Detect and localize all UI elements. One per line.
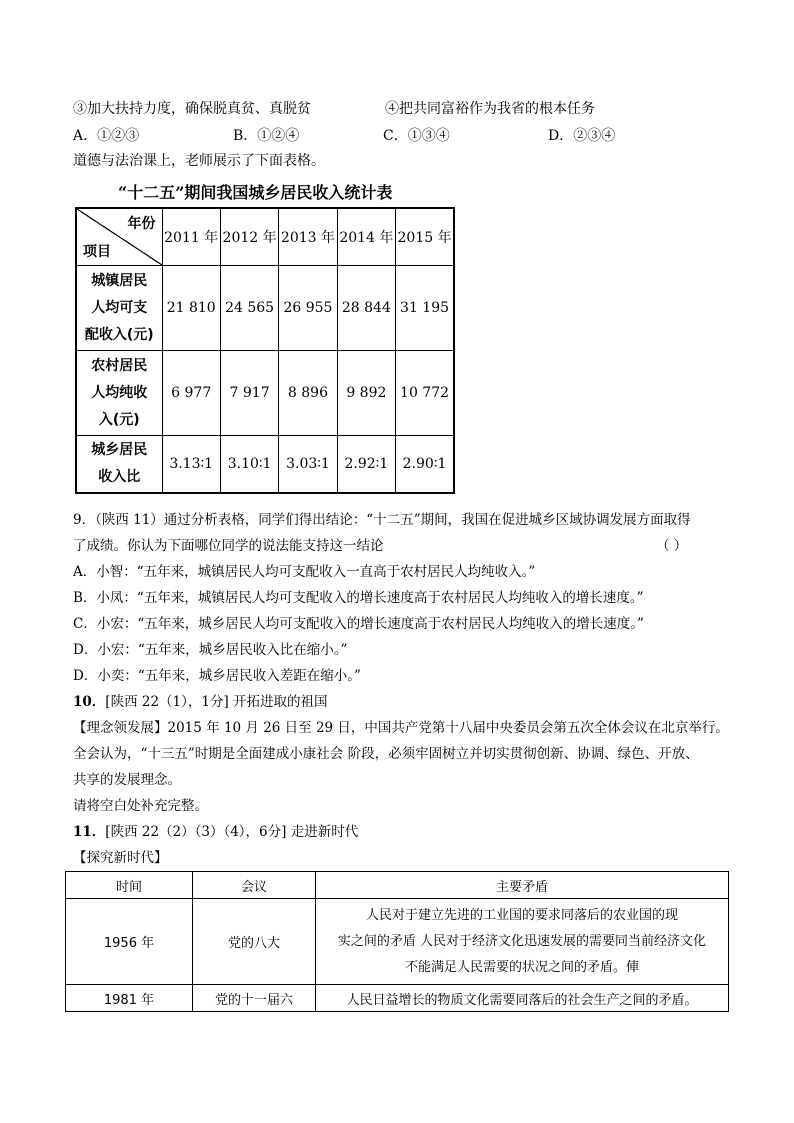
table-cell: 21 810	[162, 266, 220, 351]
income-table	[75, 207, 455, 494]
conflict-table-header-row	[66, 872, 729, 899]
question-9-option-d1: D．小宏：“五年来，城乡居民收入比在缩小。”	[73, 642, 348, 658]
question-10-para3: 共享的发展理念。	[73, 772, 181, 788]
question-9-stem-line1: 9．（陕西 11）通过分析表格，同学们得出结论：“十二五”期间，我国在促进城乡区域协调发展方面取得	[73, 512, 691, 528]
table-cell: 党的十一届六	[193, 985, 316, 1012]
table-row	[66, 985, 729, 1012]
table-row	[76, 436, 454, 493]
header-main-conflict: 主要矛盾	[316, 872, 729, 899]
table-cell: 人民日益增长的物质文化需要同落后的社会生产之间的矛盾。	[316, 985, 729, 1012]
table-cell: 人民对于建立先进的工业国的要求同落后的农业国的现 实之间的矛盾 人民对于经济文化迅速发展的需要同当前经济文化 不能满足人民需要的状况之间的矛盾。俥	[316, 899, 729, 985]
question-9-stem-line2: 了成绩。你认为下面哪位同学的说法能支持这一结论 （ ）	[73, 538, 688, 554]
question-10-para1: 【理念领发展】2015 年 10 月 26 日至 29 日，中国共产党第十八届中央委员会第五次全体会议在北京举行。	[73, 720, 729, 736]
table-intro: 道德与法治课上，老师展示了下面表格。	[73, 153, 325, 169]
table-cell: 28 844	[337, 266, 395, 351]
question-11-heading: 11．[陕西 22（2）（3）（4），6分] 走进新时代	[73, 824, 359, 840]
answer-option-d: D．②③④	[548, 128, 616, 144]
question-9-option-d2: D．小奕：“五年来，城乡居民收入差距在缩小。”	[73, 668, 361, 684]
table-cell: 1981 年	[66, 985, 193, 1012]
row-label-urban-income: 城镇居民 人均可支 配收入(元)	[76, 266, 162, 351]
income-table-title: “十二五”期间我国城乡居民收入统计表	[118, 183, 393, 202]
table-cell: 26 955	[279, 266, 337, 351]
income-table-header-row	[76, 208, 454, 266]
answer-option-b: B．①②④	[233, 128, 300, 144]
year-header: 2014 年	[337, 208, 395, 266]
question-10-para2: 全会认为，“十三五”时期是全面建成小康社会 阶段，必须牢固树立并切实贯彻创新、协调、绿色、开放、	[73, 746, 699, 762]
year-header: 2015 年	[396, 208, 454, 266]
table-row	[76, 351, 454, 436]
option-item-3: ③加大扶持力度，确保脱真贫、真脱贫	[73, 101, 311, 117]
question-9-option-c: C．小宏：“五年来，城乡居民人均可支配收入的增长速度高于农村居民人均纯收入的增长速度。”	[73, 616, 644, 632]
year-header: 2011 年	[162, 208, 220, 266]
question-9-option-a: A．小智：“五年来，城镇居民人均可支配收入一直高于农村居民人均纯收入。”	[73, 564, 536, 580]
year-header: 2013 年	[279, 208, 337, 266]
row-label-rural-income: 农村居民 人均纯收 入(元)	[76, 351, 162, 436]
table-corner-cell	[76, 208, 162, 266]
table-cell: 9 892	[337, 351, 395, 436]
corner-year-label: 年份	[127, 216, 156, 232]
question-11-label: 【探究新时代】	[73, 850, 168, 866]
table-cell: 2.90∶1	[396, 436, 454, 493]
table-cell: 3.03∶1	[279, 436, 337, 493]
table-cell: 7 917	[220, 351, 278, 436]
table-cell: 3.13∶1	[162, 436, 220, 493]
answer-options-row	[73, 126, 633, 146]
year-header: 2012 年	[220, 208, 278, 266]
table-cell: 31 195	[396, 266, 454, 351]
header-time: 时间	[66, 872, 193, 899]
answer-option-a: A．①②③	[73, 128, 140, 144]
question-10-heading: 10．[陕西 22（1），1分] 开拓进取的祖国	[73, 694, 328, 710]
table-cell: 党的八大	[193, 899, 316, 985]
table-cell: 8 896	[279, 351, 337, 436]
header-meeting: 会议	[193, 872, 316, 899]
table-cell: 1956 年	[66, 899, 193, 985]
table-row	[66, 899, 729, 985]
table-row	[76, 266, 454, 351]
conflict-table	[65, 871, 729, 1012]
option-item-4: ④把共同富裕作为我省的根本任务	[385, 101, 595, 117]
table-cell: 6 977	[162, 351, 220, 436]
question-10-instruction: 请将空白处补充完整。	[73, 798, 208, 814]
table-cell: 2.92∶1	[337, 436, 395, 493]
answer-option-c: C．①③④	[383, 128, 450, 144]
table-cell: 24 565	[220, 266, 278, 351]
question-9-option-b: B．小凤：“五年来，城镇居民人均可支配收入的增长速度高于农村居民人均纯收入的增长速度。”	[73, 590, 644, 606]
corner-item-label: 项目	[83, 244, 111, 260]
row-label-income-ratio: 城乡居民 收入比	[76, 436, 162, 493]
table-cell: 3.10∶1	[220, 436, 278, 493]
answer-bracket: （ ）	[656, 538, 688, 554]
table-cell: 10 772	[396, 351, 454, 436]
